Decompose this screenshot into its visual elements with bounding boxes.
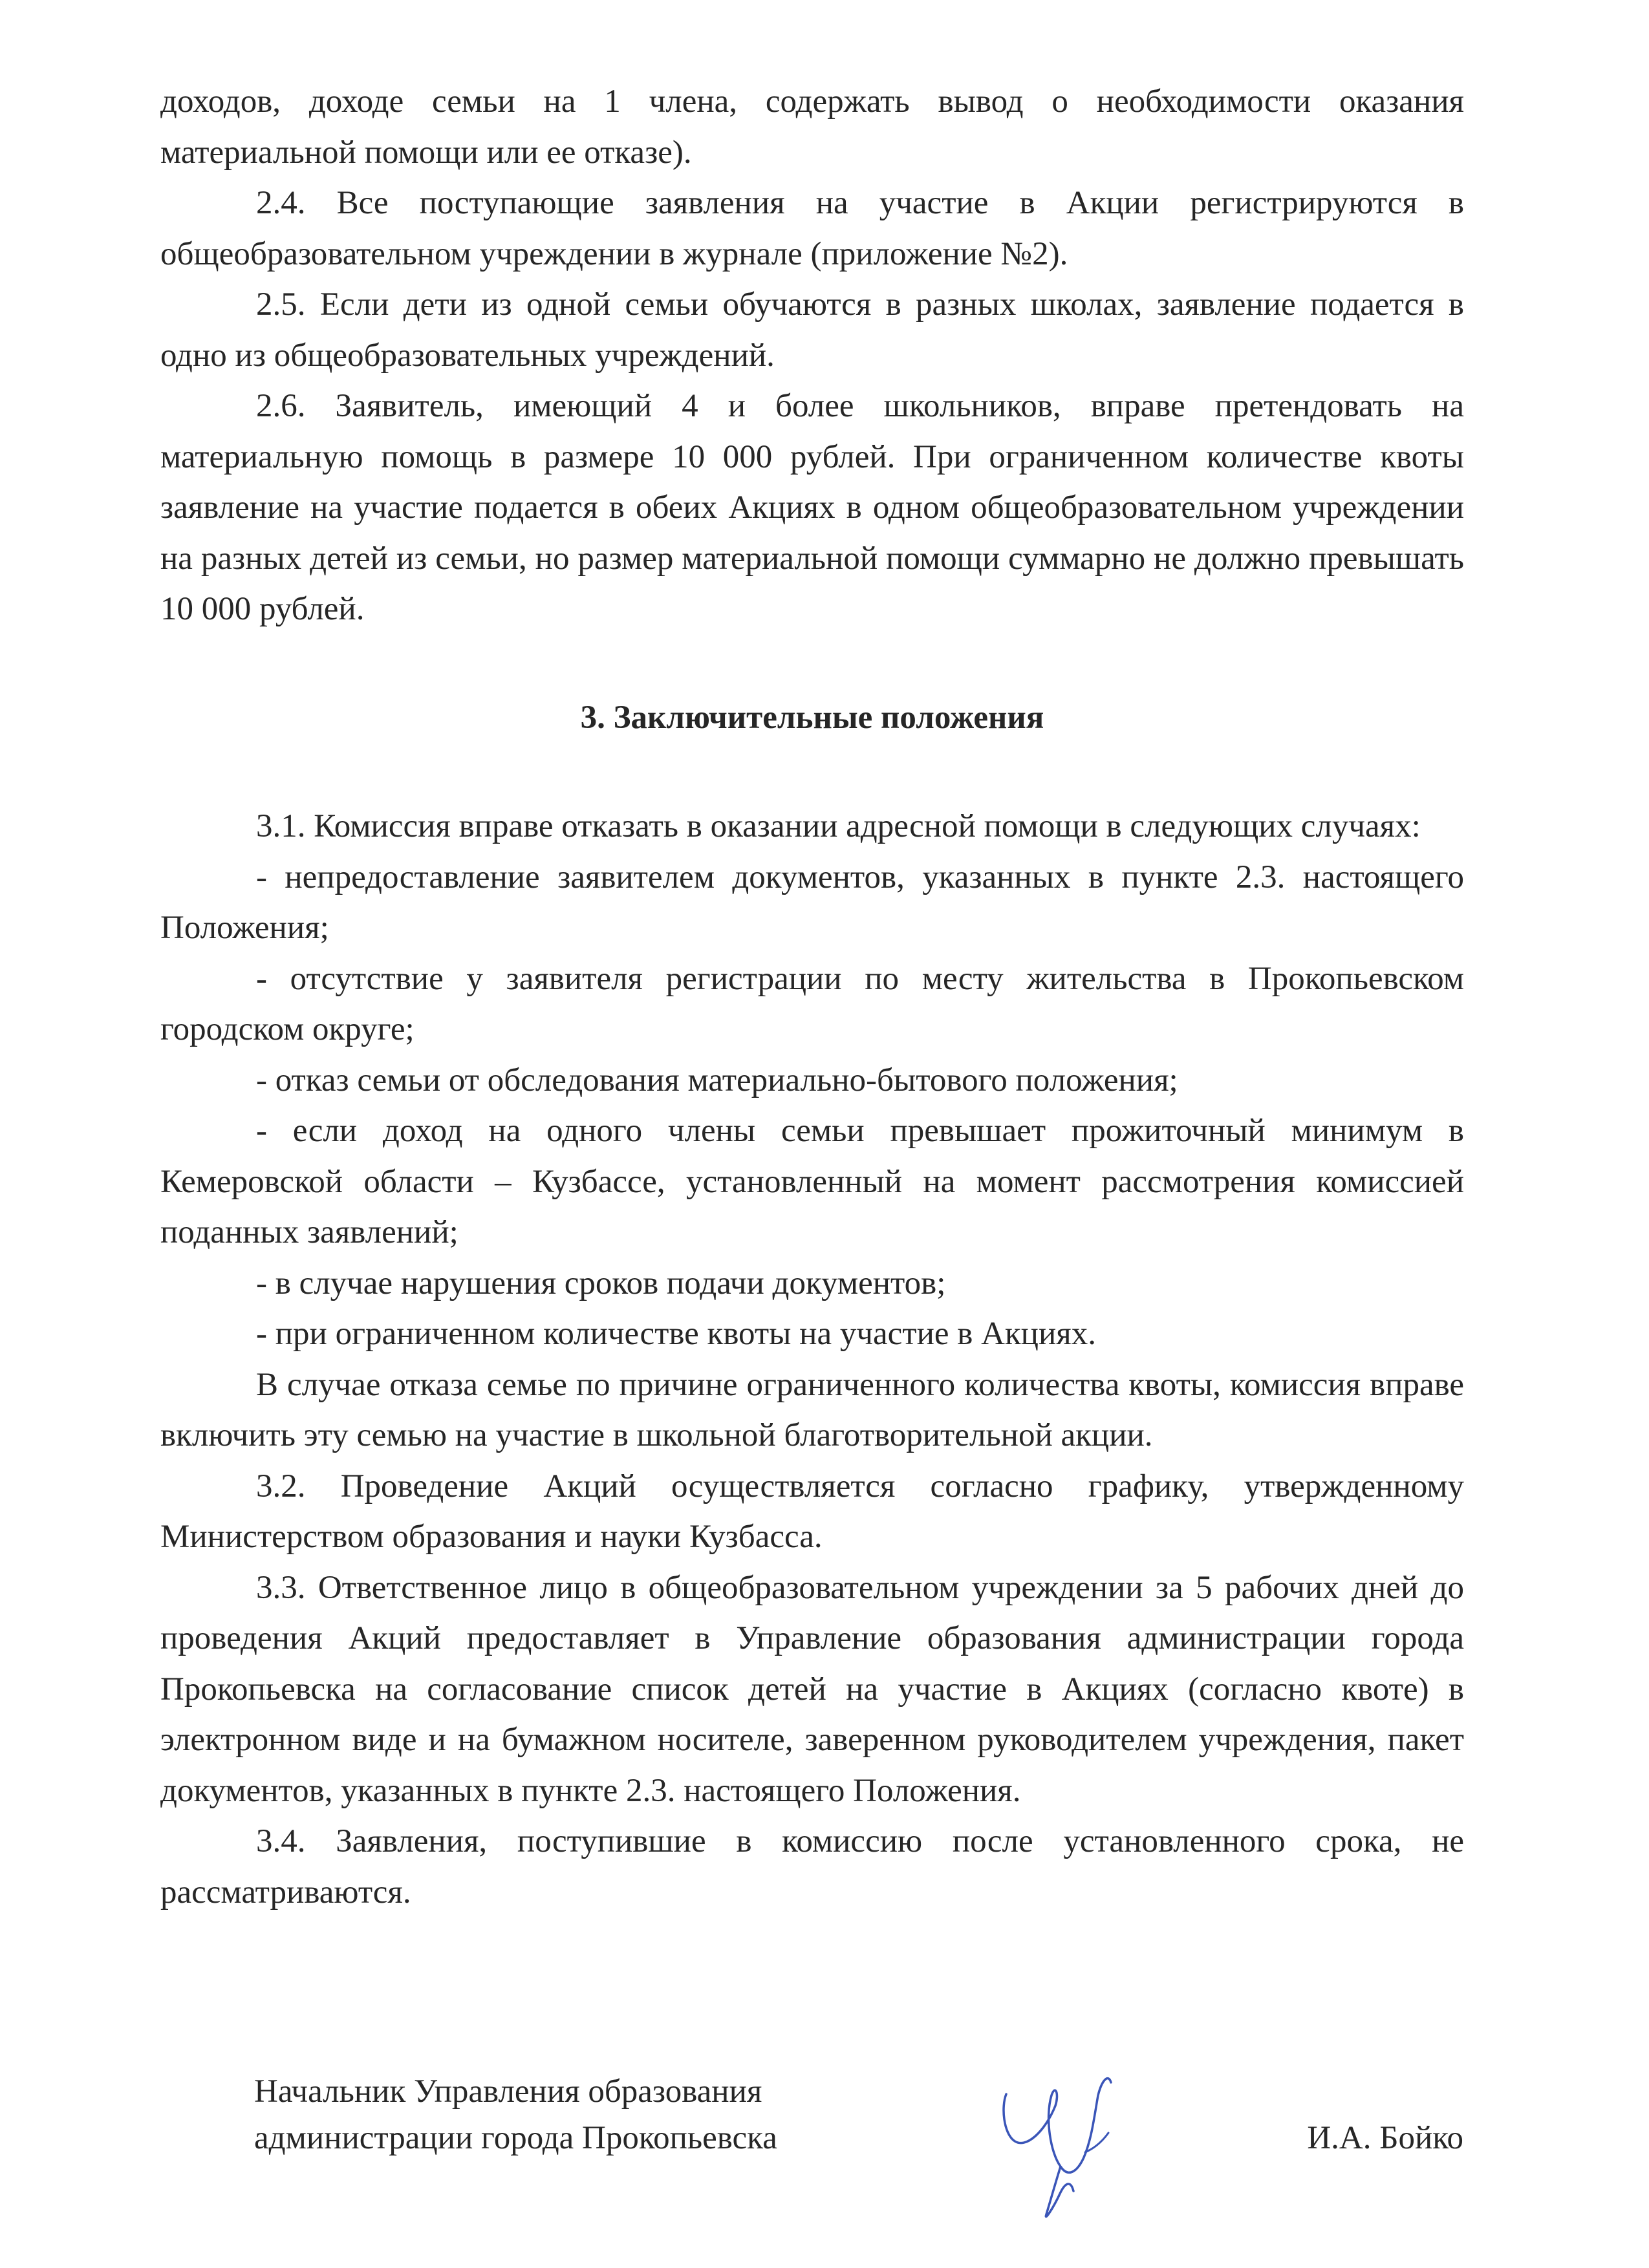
paragraph-quota-refusal: В случае отказа семье по причине ограниченного количества квоты, комиссия вправе включить эту семью на участие в школьной благотворительной акции. [160, 1366, 1464, 1453]
refusal-reason-1: - непредоставление заявителем документов, указанных в пункте 2.3. настоящего Положения; [160, 859, 1464, 946]
paragraph-3-2: 3.2. Проведение Акций осуществляется согласно графику, утвержденному Министерством образования и науки Кузбасса. [160, 1468, 1464, 1555]
signature-block [254, 2068, 1463, 2198]
refusal-reason-2: - отсутствие у заявителя регистрации по месту жительства в Прокопьевском городском округе; [160, 960, 1464, 1047]
signatory-position-line-2: администрации города Прокопьевска [254, 2120, 777, 2156]
paragraph-3-1: 3.1. Комиссия вправе отказать в оказании адресной помощи в следующих случаях: [256, 808, 1421, 844]
refusal-reason-4: - если доход на одного члены семьи превышает прожиточный минимум в Кемеровской области – Кузбассе, установленный на момент рассмотрения комиссией поданных заявлений; [160, 1113, 1464, 1250]
signatory-position [254, 2068, 777, 2161]
handwritten-signature [988, 2055, 1143, 2223]
refusal-reason-6: - при ограниченном количестве квоты на участие в Акциях. [256, 1316, 1096, 1352]
paragraph-2-5: 2.5. Если дети из одной семьи обучаются в разных школах, заявление подается в одно из общеобразовательных учреждений. [160, 286, 1464, 374]
paragraph-2-4: 2.4. Все поступающие заявления на участие в Акции регистрируются в общеобразовательном учреждении в журнале (приложение №2). [160, 185, 1464, 272]
signatory-position-line-1: Начальник Управления образования [254, 2073, 762, 2110]
paragraph-2-6: 2.6. Заявитель, имеющий 4 и более школьников, вправе претендовать на материальную помощь в размере 10 000 рублей. При ограниченном количестве квоты заявление на участие подается в обеих Акциях в одном общеобразовательном учреждении на разных детей из семьи, но размер материальной помощи суммарно не должно превышать 10 000 рублей. [160, 388, 1464, 627]
paragraph-3-4: 3.4. Заявления, поступившие в комиссию после установленного срока, не рассматриваются. [160, 1823, 1464, 1910]
paragraph-3-3: 3.3. Ответственное лицо в общеобразовательном учреждении за 5 рабочих дней до проведения Акций предоставляет в Управление образования администрации города Прокопьевска на согласование список детей на участие в Акциях (согласно квоте) в электронном виде и на бумажном носителе, заверенном руководителем учреждения, пакет документов, указанных в пункте 2.3. настоящего Положения. [160, 1569, 1464, 1809]
section-3-heading: 3. Заключительные положения [580, 699, 1044, 736]
paragraph-2-3-continuation: доходов, доходе семьи на 1 члена, содержать вывод о необходимости оказания материальной помощи или ее отказе). [160, 83, 1464, 171]
refusal-reason-5: - в случае нарушения сроков подачи документов; [256, 1265, 946, 1301]
signatory-name: И.А. Бойко [1307, 2120, 1463, 2156]
refusal-reason-3: - отказ семьи от обследования материально-бытового положения; [256, 1062, 1178, 1098]
document-body [160, 76, 1464, 1918]
